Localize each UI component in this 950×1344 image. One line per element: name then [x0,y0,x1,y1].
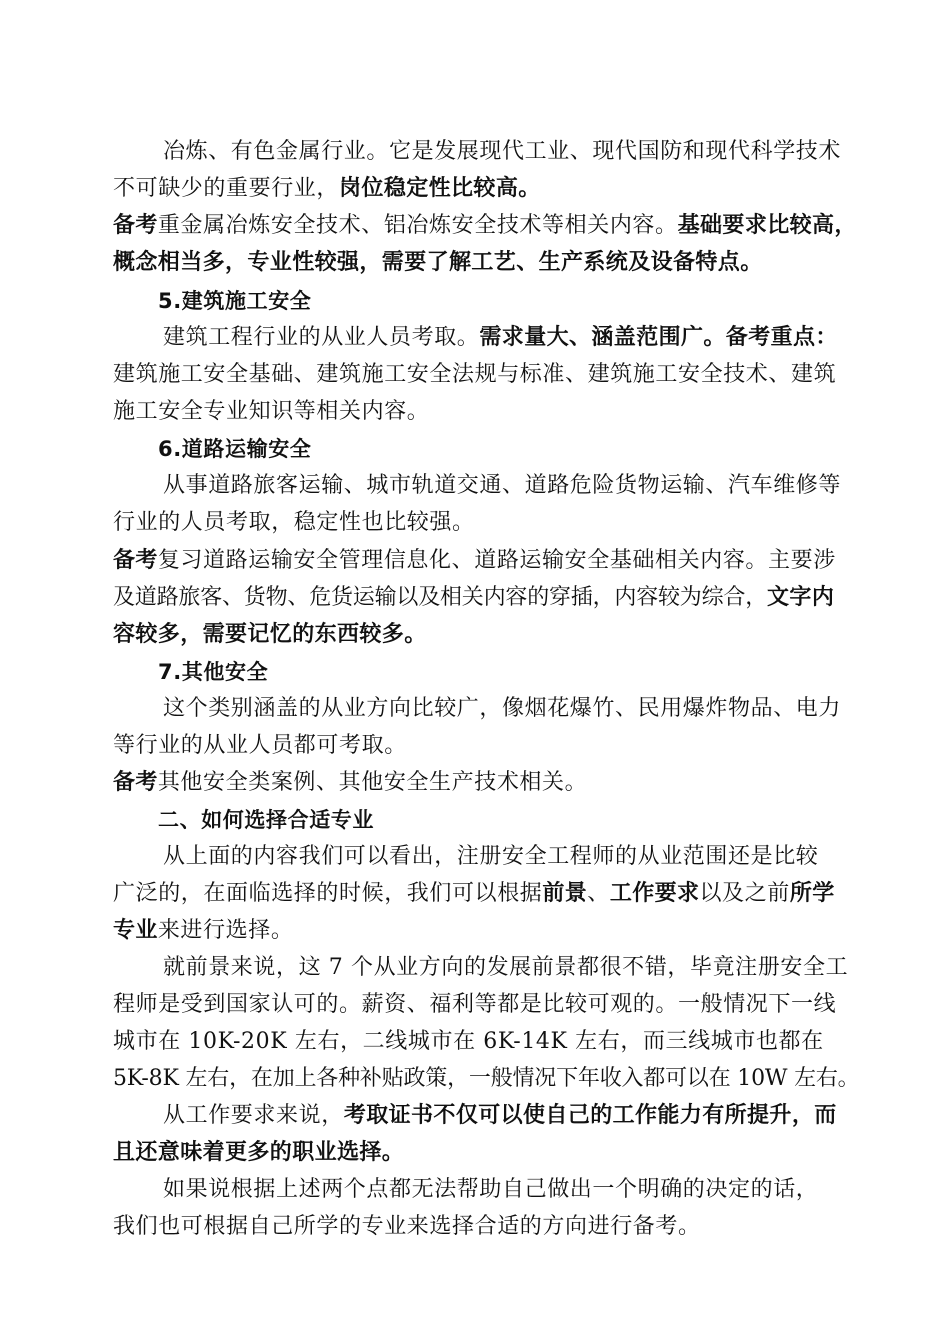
bold-text-run: 基础要求比较高， [677,213,857,238]
paragraph-line [113,503,873,543]
bold-text-run: 且还意味着更多的职业选择。 [113,1140,405,1165]
paragraph-line [163,837,873,877]
bold-text-run: 概念相当多，专业性较强，需要了解工艺、生产系统及设备特点。 [113,250,763,275]
paragraph-line [113,615,873,655]
paragraph-line [113,911,873,951]
section-heading: 二、如何选择合适专业 [158,808,374,832]
bold-text-run: 所学 [789,881,835,906]
paragraph-line [113,578,873,618]
paragraph-line [113,726,873,766]
paragraph-line [163,689,873,729]
paragraph-line [113,985,873,1025]
paragraph-line [113,763,873,803]
paragraph-line [163,1096,873,1136]
bold-text-run: 工作要求 [609,881,700,906]
bold-text-run: 容较多，需要记忆的东西较多。 [113,622,427,647]
paragraph-line [163,132,873,172]
text-run: 复习道路运输安全管理信息化、道路运输安全基础相关内容。主要涉 [157,548,836,573]
text-run: 、 [587,881,610,906]
text-run: 建筑工程行业的从业人员考取。 [163,325,480,350]
paragraph-line [113,874,873,914]
text-run: 从工作要求来说， [163,1103,344,1128]
text-run: 从事道路旅客运输、城市轨道交通、道路危险货物运输、汽车维修等 [163,473,842,498]
text-run: 从上面的内容我们可以看出，注册安全工程师的从业范围还是比较 [163,844,819,869]
paragraph-line [113,392,873,432]
text-run: 5K-8K 左右，在加上各种补贴政策，一般情况下年收入都可以在 10W 左右。 [113,1066,860,1091]
section-heading: 7.其他安全 [158,660,269,684]
text-run: 建筑施工安全基础、建筑施工安全法规与标准、建筑施工安全技术、建筑 [113,362,837,387]
paragraph-line [113,243,873,283]
text-run: 行业的人员考取，稳定性也比较强。 [113,510,475,535]
paragraph-line [163,318,873,358]
text-run: 就前景来说，这 7 个从业方向的发展前景都很不错，毕竟注册安全工 [163,955,849,980]
text-run: 冶炼、有色金属行业。它是发展现代工业、现代国防和现代科学技术 [163,139,842,164]
text-run: 程师是受到国家认可的。薪资、福利等都是比较可观的。一般情况下一线 [113,992,837,1017]
text-run: 及道路旅客、货物、危货运输以及相关内容的穿插，内容较为综合， [113,585,768,610]
text-run: 施工安全专业知识等相关内容。 [113,399,430,424]
text-run: 不可缺少的重要行业， [113,176,340,201]
section-heading: 6.道路运输安全 [158,437,312,461]
paragraph-line [113,1059,873,1099]
bold-text-run: 专业 [113,918,158,943]
bold-text-run: 需求量大、涵盖范围广。备考重点： [479,325,838,350]
paragraph-line [113,169,873,209]
text-run: 如果说根据上述两个点都无法帮助自己做出一个明确的决定的话， [163,1177,819,1202]
paragraph-line [113,541,873,581]
bold-text-run: 备考 [113,548,158,573]
bold-text-run: 前景 [542,881,588,906]
bold-text-run: 岗位稳定性比较高。 [339,176,541,201]
bold-text-run: 文字内 [767,585,835,610]
text-run: 重金属冶炼安全技术、铝冶炼安全技术等相关内容。 [157,213,678,238]
paragraph-line [113,1207,873,1247]
bold-text-run: 备考 [113,770,158,795]
bold-text-run: 考取证书不仅可以使自己的工作能力有所提升，而 [343,1103,837,1128]
text-run: 我们也可根据自己所学的专业来选择合适的方向进行备考。 [113,1214,701,1239]
paragraph-line [113,206,873,246]
paragraph-line [113,355,873,395]
paragraph-line [113,1022,873,1062]
paragraph-line [163,948,873,988]
text-run: 这个类别涵盖的从业方向比较广，像烟花爆竹、民用爆炸物品、电力 [163,696,842,721]
section-heading: 5.建筑施工安全 [158,289,312,313]
paragraph-line [163,466,873,506]
paragraph-line [163,1170,873,1210]
text-run: 其他安全类案例、其他安全生产技术相关。 [157,770,588,795]
paragraph-line [113,1133,873,1173]
text-run: 广泛的，在面临选择的时候，我们可以根据 [113,881,543,906]
text-run: 来进行选择。 [157,918,294,943]
text-run: 城市在 10K-20K 左右，二线城市在 6K-14K 左右，而三线城市也都在 [113,1029,824,1054]
text-run: 等行业的从业人员都可考取。 [113,733,407,758]
bold-text-run: 备考 [113,213,158,238]
text-run: 以及之前 [699,881,790,906]
